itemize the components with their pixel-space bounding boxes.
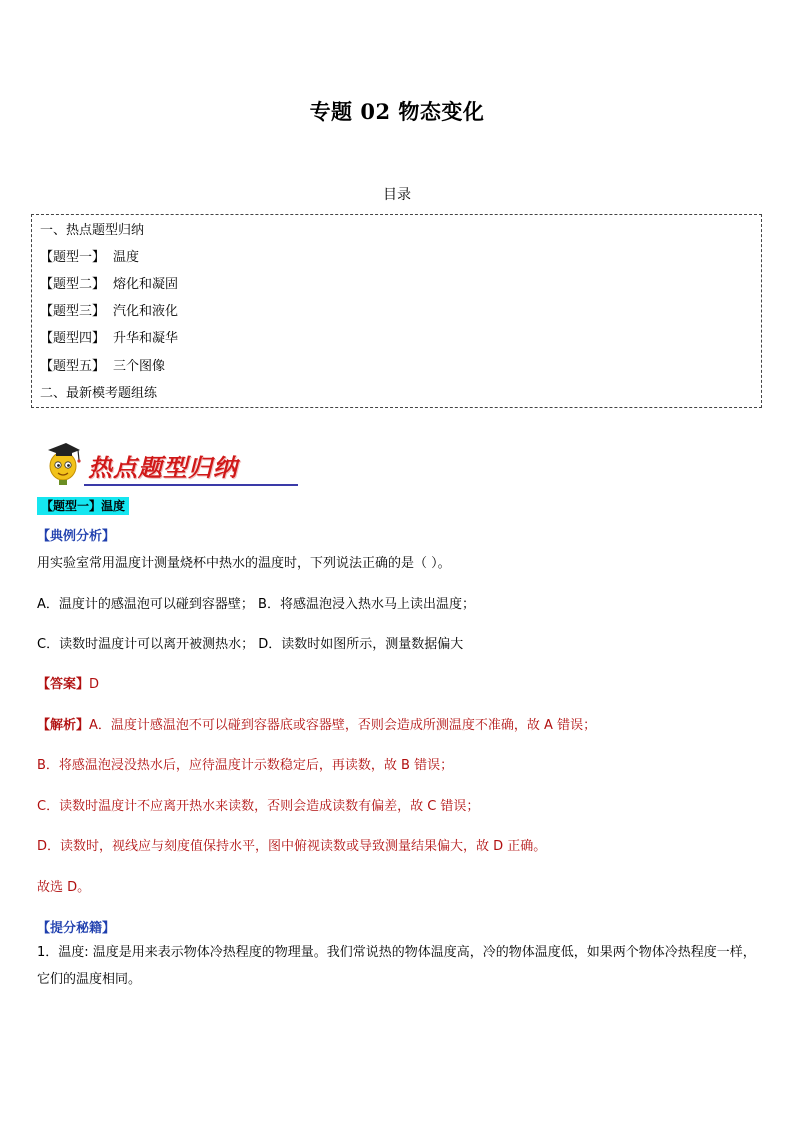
- toc-item-tag: 【题型四】: [40, 331, 106, 346]
- toc-item[interactable]: [40, 273, 178, 292]
- toc-item-label: 温度: [113, 250, 140, 265]
- answer-label: 【答案】: [37, 677, 90, 692]
- answer-value: D: [89, 677, 100, 692]
- toc-item[interactable]: [40, 327, 178, 346]
- analysis-label: 【解析】: [37, 718, 90, 733]
- toc-item-label: 熔化和凝固: [113, 277, 179, 292]
- banner-title: 热点题型归纳: [88, 453, 238, 482]
- example-heading: 【典例分析】: [37, 529, 116, 544]
- options-cd: C．读数时温度计可以离开被测热水； D．读数时如图所示，测量数据偏大: [37, 637, 464, 652]
- analysis-a-text: A．温度计感温泡不可以碰到容器底或容器壁，否则会造成所测温度不准确，故 A 错误；: [89, 718, 597, 733]
- conclusion-text: 故选 D。: [37, 880, 91, 895]
- analysis-line-b: B．将感温泡浸没热水后，应待温度计示数稳定后，再读数，故 B 错误；: [37, 758, 454, 773]
- toc-item-tag: 一、热点题型归纳: [40, 223, 145, 238]
- tips-item-1: 1．温度: 温度是用来表示物体冷热程度的物理量。我们常说热的物体温度高，冷的物体温度低，如果两个物体冷热程度一样，它们的温度相同。: [37, 945, 756, 987]
- toc-item[interactable]: [40, 246, 139, 265]
- toc-item-label: 三个图像: [113, 359, 166, 374]
- question-text: 用实验室常用温度计测量烧杯中热水的温度时，下列说法正确的是（ ）。: [37, 556, 451, 571]
- toc-item-tag: 【题型五】: [40, 359, 106, 374]
- section-tag: 【题型一】温度: [37, 497, 129, 515]
- toc-item[interactable]: [40, 300, 178, 319]
- analysis-line-d: D．读数时，视线应与刻度值保持水平，图中俯视读数或导致测量结果偏大，故 D 正确。: [37, 839, 547, 854]
- toc-item-tag: 二、最新模考题组练: [40, 386, 158, 401]
- analysis-line-a: [37, 714, 596, 733]
- analysis-line-c: C．读数时温度计不应离开热水来读数，否则会造成读数有偏差，故 C 错误；: [37, 799, 480, 814]
- toc-heading: 目录: [383, 187, 411, 203]
- tips-heading: 【提分秘籍】: [37, 921, 116, 936]
- page-title: 专题 02 物态变化: [309, 99, 485, 124]
- options-ab: A．温度计的感温泡可以碰到容器壁； B．将感温泡浸入热水马上读出温度；: [37, 597, 475, 612]
- graduate-mascot-icon: [40, 440, 86, 486]
- toc-item-tag: 【题型一】: [40, 250, 106, 265]
- answer-line: [37, 673, 99, 692]
- toc-item-tag: 【题型三】: [40, 304, 106, 319]
- toc-item[interactable]: [40, 219, 144, 238]
- banner-underline: [84, 484, 298, 486]
- toc-item[interactable]: [40, 355, 165, 374]
- toc-box: [31, 214, 762, 408]
- toc-item-tag: 【题型二】: [40, 277, 106, 292]
- toc-item-label: 升华和凝华: [113, 331, 179, 346]
- toc-item-label: 汽化和液化: [113, 304, 179, 319]
- section-banner: [40, 440, 260, 488]
- toc-item[interactable]: [40, 382, 157, 401]
